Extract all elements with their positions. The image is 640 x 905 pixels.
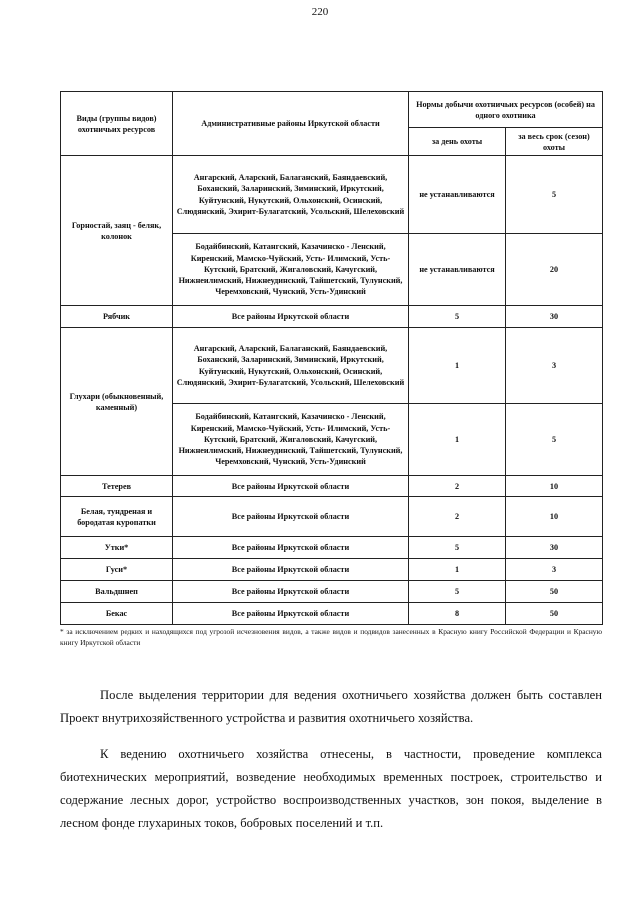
header-per-season: за весь срок (сезон) охоты	[506, 128, 603, 156]
table-row	[61, 497, 603, 537]
districts-cell: Бодайбинский, Катангский, Казачинско - Ленский, Киренский, Мамско-Чуйский, Усть- Илимский, Усть-Кутский, Братский, Жигаловский, Качугский, Нижнеилимский, Нижнеудинский, Тайшетский, Тулунский, Черемховский, Чунский, Усть-Удинский	[173, 404, 409, 476]
table-row	[61, 559, 603, 581]
table-footnote: * за исключением редких и находящихся под угрозой исчезновения видов, а также видов и подвидов занесенных в Красную книгу Российской Федерации и Красную книгу Иркутской области	[60, 627, 602, 647]
districts-cell: Все районы Иркутской области	[173, 476, 409, 497]
per-day-cell: 8	[409, 603, 506, 625]
districts-cell: Все районы Иркутской области	[173, 306, 409, 328]
species-cell: Вальдшнеп	[61, 581, 173, 603]
per-season-cell: 5	[506, 156, 603, 234]
table-row	[61, 156, 603, 234]
per-day-cell: не устанавливаются	[409, 234, 506, 306]
per-season-cell: 50	[506, 581, 603, 603]
per-day-cell: 2	[409, 497, 506, 537]
districts-cell: Ангарский, Аларский, Балаганский, Баяндаевский, Боханский, Заларинский, Зиминский, Иркутский, Куйтунский, Нукутский, Ольхонский, Осинский, Слюдянский, Эхирит-Булагатский, Усольский, Шелеховский	[173, 156, 409, 234]
body-paragraph: К ведению охотничьего хозяйства отнесены, в частности, проведение комплекса биотехнических мероприятий, возведение необходимых временных построек, строительство и содержание лесных дорог, устройство воспроизводственных участков, зон покоя, выделение в лесном фонде глухариных токов, бобровых поселений и т.п.	[60, 747, 602, 830]
table-row	[61, 603, 603, 625]
districts-cell: Бодайбинский, Катангский, Казачинско - Ленский, Киренский, Мамско-Чуйский, Усть- Илимский, Усть-Кутский, Братский, Жигаловский, Качугский, Нижнеилимский, Нижнеудинский, Тайшетский, Тулунский, Черемховский, Чунский, Усть-Удинский	[173, 234, 409, 306]
header-per-day: за день охоты	[409, 128, 506, 156]
districts-cell: Все районы Иркутской области	[173, 537, 409, 559]
species-cell: Горностай, заяц - беляк, колонок	[61, 156, 173, 306]
per-season-cell: 10	[506, 497, 603, 537]
species-cell: Утки*	[61, 537, 173, 559]
per-day-cell: 1	[409, 404, 506, 476]
districts-cell: Все районы Иркутской области	[173, 497, 409, 537]
table-header-row	[61, 92, 603, 128]
page-number: 220	[311, 6, 329, 18]
hunting-norms-table	[60, 91, 603, 625]
per-season-cell: 30	[506, 306, 603, 328]
table-row	[61, 328, 603, 404]
table-row	[61, 581, 603, 603]
districts-cell: Ангарский, Аларский, Балаганский, Баяндаевский, Боханский, Заларинский, Зиминский, Иркутский, Куйтунский, Нукутский, Ольхонский, Осинский, Слюдянский, Эхирит-Булагатский, Усольский, Шелеховский	[173, 328, 409, 404]
per-season-cell: 3	[506, 559, 603, 581]
per-day-cell: 1	[409, 328, 506, 404]
body-paragraph: После выделения территории для ведения охотничьего хозяйства должен быть составлен Проект внутрихозяйственного устройства и развития охотничьего хозяйства.	[60, 688, 602, 725]
per-season-cell: 3	[506, 328, 603, 404]
species-cell: Белая, тундреная и бородатая куропатки	[61, 497, 173, 537]
districts-cell: Все районы Иркутской области	[173, 581, 409, 603]
species-cell: Тетерев	[61, 476, 173, 497]
per-day-cell: 5	[409, 306, 506, 328]
species-cell: Бекас	[61, 603, 173, 625]
districts-cell: Все районы Иркутской области	[173, 559, 409, 581]
species-cell: Глухари (обыкновенный, каменный)	[61, 328, 173, 476]
header-districts: Административные районы Иркутской области	[173, 92, 409, 156]
per-day-cell: 5	[409, 581, 506, 603]
table-row	[61, 306, 603, 328]
per-season-cell: 5	[506, 404, 603, 476]
header-species: Виды (группы видов) охотничьих ресурсов	[61, 92, 173, 156]
table-row	[61, 537, 603, 559]
per-day-cell: не устанавливаются	[409, 156, 506, 234]
per-day-cell: 1	[409, 559, 506, 581]
per-day-cell: 5	[409, 537, 506, 559]
per-season-cell: 30	[506, 537, 603, 559]
species-cell: Гуси*	[61, 559, 173, 581]
species-cell: Рябчик	[61, 306, 173, 328]
per-season-cell: 50	[506, 603, 603, 625]
per-day-cell: 2	[409, 476, 506, 497]
districts-cell: Все районы Иркутской области	[173, 603, 409, 625]
table-row	[61, 476, 603, 497]
per-season-cell: 20	[506, 234, 603, 306]
header-norms: Нормы добычи охотничьих ресурсов (особей) на одного охотника	[409, 92, 603, 128]
per-season-cell: 10	[506, 476, 603, 497]
